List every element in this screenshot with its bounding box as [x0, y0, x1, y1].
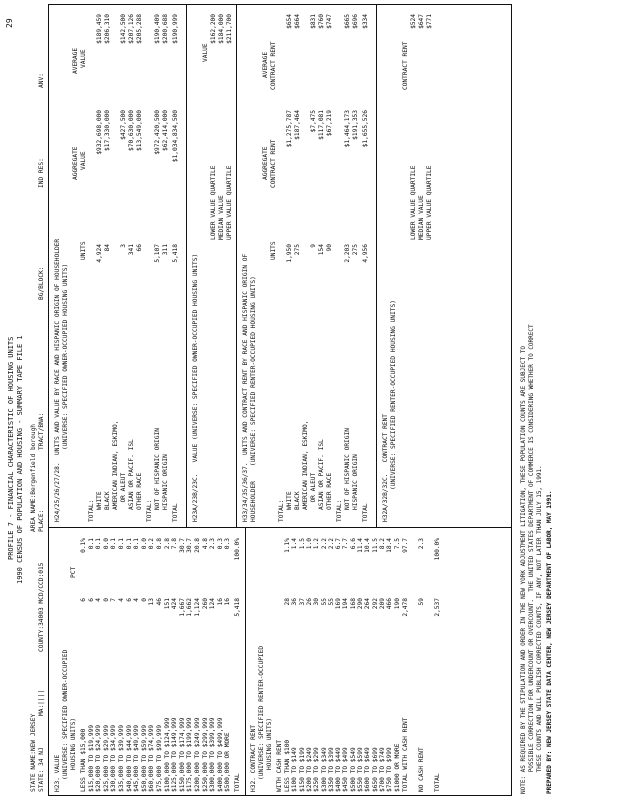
h33-rows2-label: NOT OF HISPANIC ORIGIN [344, 428, 351, 510]
column-divider [48, 527, 511, 528]
report-title: PROFILE 7 - FINANCIAL CHARACTERISTIC OF HOUSING UNITS [7, 336, 15, 560]
h23-row-count: 1,667 [178, 598, 186, 617]
h33-rows-aggregate: $1,275,787 [286, 110, 293, 148]
h32-row-count: 209 [378, 598, 386, 610]
h24-rows-average: $189,459 [96, 14, 103, 44]
prepared-by: PREPARED BY: NEW JERSEY STATE DATA CENTER, NEW JERSEY DEPARTMENT OF LABOR, MAY 1991. [546, 490, 553, 794]
h32-row-label: $200 TO $249 [305, 747, 313, 792]
h23-row-count: 6 [80, 598, 87, 602]
h32-row-pct: 1.5 [298, 538, 306, 550]
h32-row-label: $450 TO $499 [342, 747, 350, 792]
h24-rows-label: WHITE [96, 491, 103, 510]
h33-rows-average: $747 [326, 14, 333, 29]
h24-rows2-label: NOT OF HISPANIC ORIGIN [154, 428, 161, 510]
h23-row-label: $250,000 TO $299,999 [201, 717, 209, 792]
table-frame [48, 4, 512, 796]
h32-row-label: $100 TO $149 [291, 747, 299, 792]
h24-rows-units: 66 [136, 244, 143, 252]
h23-row-pct: 0.2 [148, 538, 156, 550]
h32-row-pct: 10.4 [364, 538, 372, 553]
h32-row-count: 190 [393, 598, 401, 610]
h23-row-label: $25,000 TO $29,999 [102, 724, 110, 792]
note-line-1: NOTE: AS REQUIRED BY THE STIPULATION AND ORDER IN THE NEW YORK ADJUSTMENT LITIGATION, THESE POPULATION COUNTS ARE SUBJECT TO [520, 346, 527, 794]
h23-row-pct: 2.8 [163, 538, 171, 550]
h32-total-label: TOTAL [434, 773, 441, 792]
h33-rows2-aggregate: $1,464,173 [344, 110, 351, 148]
h32-title: H32. CONTRACT RENT [250, 724, 257, 792]
h24-rows-average: $206,310 [104, 14, 111, 44]
report-subtitle: 1990 CENSUS OF POPULATION AND HOUSING - SUMMARY TAPE FILE 1 [16, 335, 24, 584]
h32-row-label: $300 TO $349 [320, 747, 328, 792]
h23a-quartile-value: $162,200 [210, 14, 217, 44]
h24-grand-aggregate: $1,034,834,500 [172, 110, 179, 163]
h32a-universe: (UNIVERSE: SPECIFIED RENTER-OCCUPIED HOUSING UNITS) [390, 300, 397, 490]
h32a-quartile-value: $771 [426, 14, 433, 29]
h33-rows-average: $760 [318, 14, 325, 29]
h32-row-count: 169 [335, 598, 343, 610]
h23-row-label: $500,000 OR MORE [224, 732, 232, 792]
h24-rows-units: 3 [120, 244, 127, 248]
h23-row-pct: 0.1 [125, 538, 133, 550]
h23-row-label: $20,000 TO $24,999 [95, 724, 103, 792]
h32-row-label: $650 TO $699 [371, 747, 379, 792]
h33-rows2-units: 2,203 [344, 244, 351, 263]
h23-row-count: 0 [102, 598, 110, 602]
h23-row-label: $400,000 TO $499,999 [216, 717, 224, 792]
h23-row-count: 0 [140, 598, 148, 602]
h33-rows-label: BLACK [294, 491, 301, 510]
h32-row-pct: 8.2 [378, 538, 386, 550]
h23-row-count: 260 [201, 598, 209, 610]
section-rule [236, 5, 237, 527]
h24-universe: (UNIVERSE: SPECIFIED OWNER-OCCUPIED HOUSING UNITS) [62, 263, 69, 450]
h24-rows-aggregate: $932,698,000 [96, 110, 103, 155]
h32-row-label: $250 TO $299 [313, 747, 321, 792]
h33-col-aggregate: AGGREGATE [262, 146, 269, 180]
h23-row-count: 151 [163, 598, 171, 610]
h32-universe-2: HOUSING UNITS) [266, 717, 273, 770]
h23-row-count: 13 [148, 598, 156, 606]
h23-universe-2: HOUSING UNITS) [70, 717, 77, 770]
h32-row-pct: 6.7 [335, 538, 343, 550]
h32-row-label: $1000 OR MORE [393, 743, 401, 792]
h32a-quartile-label: MEDIAN VALUE [418, 195, 425, 240]
h24-rows-label: OR ALEUT [120, 472, 127, 510]
h23-universe: (UNIVERSE: SPECIFIED OWNER-OCCUPIED [62, 649, 69, 780]
h23-row-label: $35,000 TO $39,999 [118, 724, 125, 792]
section-rule [245, 527, 246, 796]
h32-row-label: $500 TO $549 [349, 747, 357, 792]
h32-row-pct: 1.2 [313, 538, 321, 550]
h32-row-label: $350 TO $399 [327, 747, 335, 792]
h24-rows-aggregate: $17,330,000 [104, 110, 111, 151]
note-line-3: THESE COUNTS AND WILL PUBLISH CORRECTED COUNTS, IF ANY, NOT LATER THAN JULY 15, 1991. [536, 465, 543, 794]
h33-grand-units: 4,956 [362, 244, 369, 263]
h23-row-label: $30,000 TO $34,999 [110, 724, 118, 792]
h24-rows2-aggregate: $62,414,000 [162, 110, 169, 151]
h32-row-pct: 11.4 [357, 538, 364, 553]
h24-col-avg-value: VALUE [80, 49, 87, 68]
page-number: 29 [5, 18, 14, 28]
h33-rows2-average: $665 [344, 14, 351, 29]
h23-row-label: LESS THAN $15,000 [80, 728, 87, 792]
h32a-quartile-label: UPPER VALUE QUARTILE [426, 165, 433, 240]
h23-row-count: 7 [110, 598, 118, 602]
h33-rows-units: 275 [294, 244, 301, 256]
h24-rows-units: 4,924 [96, 244, 103, 263]
h33-title-2: HOUSEHOLDER (UNIVERSE: SPECIFIED RENTER-OCCUPIED HOUSING UNITS) [250, 276, 257, 522]
h24-rows-aggregate: $13,549,000 [136, 110, 143, 151]
h24-rows-label: OTHER RACE [136, 472, 143, 510]
h32-row-label: $750 TO $999 [386, 747, 394, 792]
h23-row-pct: 0.1 [110, 538, 118, 550]
h32-row-label: LESS THAN $100 [284, 739, 291, 792]
h32-total-cash-count: 2,478 [402, 598, 409, 617]
h24-title: H24/25/26/27/28. UNITS AND VALUE BY RACE AND HISPANIC ORIGIN OF HOUSEHOLDER [54, 238, 61, 522]
h32-no-cash-pct: 2.3 [418, 538, 425, 550]
h33-rows-label: WHITE [286, 491, 293, 510]
h33-grand-average: $334 [362, 14, 369, 29]
h23-row-pct: 4.8 [201, 538, 209, 550]
h23-row-count: 424 [171, 598, 179, 610]
h24-rows2-aggregate: $972,420,500 [154, 110, 161, 155]
h23-row-count: 1,124 [194, 598, 201, 617]
h23-row-pct: 0.3 [216, 538, 224, 550]
tract-label: TRACT/BNA: [38, 412, 45, 450]
h32-total-cash-label: TOTAL WITH CASH RENT [402, 717, 409, 792]
h32-row-count: 290 [357, 598, 364, 610]
h23-row-label: $200,000 TO $249,999 [194, 717, 201, 792]
h33-rows-label: OTHER RACE [326, 472, 333, 510]
h24-rows-label: ASIAN OR PACIF. ISL [128, 439, 135, 510]
h32-row-count: 264 [364, 598, 372, 610]
h23-row-count: 6 [87, 598, 95, 602]
h23-row-pct: 0.0 [102, 538, 110, 550]
h32-row-count: 194 [342, 598, 350, 610]
h23-row-pct: 0.1 [95, 538, 103, 550]
h32-no-cash-count: 59 [418, 598, 425, 606]
h33-col-average: AVERAGE [262, 51, 269, 78]
h32-row-label: $550 TO $599 [357, 747, 364, 792]
h24-col-units: UNITS [80, 241, 87, 260]
h33-total2-header: TOTAL: [336, 499, 343, 522]
h33-rows-aggregate: $117,081 [318, 110, 325, 140]
h32-row-label: $400 TO $449 [335, 747, 343, 792]
h32a-quartile-label: LOWER VALUE QUARTILE [410, 165, 417, 240]
h24-rows-label: BLACK [104, 491, 111, 510]
h23-row-pct: 2.3 [209, 538, 217, 550]
area-name: AREA NAME:Bergenfield borough [30, 423, 37, 532]
h23-row-count: 4 [118, 598, 125, 602]
h33-rows-units: 154 [318, 244, 325, 256]
h23-row-count: 4 [95, 598, 103, 602]
h32-row-pct: 2.2 [320, 538, 328, 550]
h32-total-cash-pct: 97.7 [402, 538, 409, 553]
h32a-quartile-value: $524 [410, 14, 417, 29]
h32-row-count: 26 [305, 598, 313, 606]
h32-no-cash-label: NO CASH RENT [418, 747, 425, 792]
h33-rows-average: $831 [310, 14, 317, 29]
h24-rows2-average: $190,409 [154, 14, 161, 44]
h23a-col: VALUE [202, 43, 209, 62]
h23a-quartile-value: $184,000 [218, 14, 225, 44]
h32-row-pct: 1.4 [291, 538, 299, 550]
h33-rows-aggregate: $187,464 [294, 110, 301, 140]
h23-row-pct: 0.3 [224, 538, 232, 550]
h24-rows-average: $205,288 [136, 14, 143, 44]
h33-rows-aggregate: $67,219 [326, 110, 333, 137]
h23-row-label: $100,000 TO $124,999 [163, 717, 171, 792]
h32-row-pct: 1.1% [284, 538, 291, 553]
h23-row-pct: 0.8 [156, 538, 163, 550]
h33-rows-label: ASIAN OR PACIF. ISL [318, 439, 325, 510]
h24-rows-aggregate: $427,500 [120, 110, 127, 140]
h23-row-label: $50,000 TO $59,999 [140, 724, 148, 792]
h23-row-count: 16 [216, 598, 224, 606]
h23-title: H23. VALUE [54, 754, 61, 792]
ind-res-label: IND RES: [38, 158, 45, 188]
h24-rows2-average: $200,688 [162, 14, 169, 44]
h23-row-pct: 30.7 [186, 538, 194, 553]
h33-rows-units: 1,950 [286, 244, 293, 263]
h24-rows-average: $142,500 [120, 14, 127, 44]
h23-row-pct: 0.1 [87, 538, 95, 550]
h23-row-pct: 7.8 [171, 538, 179, 550]
h32-row-pct: 7.7 [342, 538, 350, 550]
h32-row-pct: 11.5 [371, 538, 379, 553]
h33-rows-average: $654 [286, 14, 293, 29]
h32a-title: H32A/32B/32C. CONTRACT RENT [382, 413, 389, 522]
h23-row-label: $45,000 TO $49,999 [133, 724, 141, 792]
h32-row-pct: 2.2 [327, 538, 335, 550]
h23-row-pct: 0.0 [140, 538, 148, 550]
h24-rows2-units: 5,107 [154, 244, 161, 263]
ma-code: MA:|||| [38, 689, 45, 716]
h23-total-count: 5,418 [234, 598, 241, 617]
h23-row-pct: 0.1 [133, 538, 141, 550]
h33-rows2-units: 275 [352, 244, 359, 256]
h32-row-count: 30 [313, 598, 321, 606]
h24-grand-average: $190,999 [172, 14, 179, 44]
h24-col-value: VALUE [80, 151, 87, 170]
section-rule [186, 5, 187, 527]
h23-row-count: 6 [125, 598, 133, 602]
h32-with-cash: WITH CASH RENT [276, 739, 283, 792]
h23-row-label: $75,000 TO $99,999 [156, 724, 163, 792]
h32-row-pct: 7.5 [393, 538, 401, 550]
h33-rows-average: $664 [294, 14, 301, 29]
h24-total2-header: TOTAL: [146, 499, 153, 522]
h33-rows2-aggregate: $191,353 [352, 110, 359, 140]
h23-row-label: $175,000 TO $199,999 [186, 717, 194, 792]
h24-rows-units: 84 [104, 244, 111, 252]
h23-row-count: 1,662 [186, 598, 194, 617]
h32-row-count: 466 [386, 598, 394, 610]
h24-col-aggregate: AGGREGATE [72, 146, 79, 180]
h33-grand-label: TOTAL [362, 503, 369, 522]
h33-rows2-label: HISPANIC ORIGIN [352, 454, 359, 510]
h32-row-pct: 1.0 [305, 538, 313, 550]
h23-row-count: 46 [156, 598, 163, 606]
h33-grand-aggregate: $1,655,526 [362, 110, 369, 148]
h33-col-crent: CONTRACT RENT [270, 139, 277, 188]
h33-title: H33/34/35/36/37. UNITS AND CONTRACT RENT BY RACE AND HISPANIC ORIGIN OF [242, 253, 249, 522]
h23-row-label: $300,000 TO $399,999 [209, 717, 217, 792]
h33-rows2-average: $696 [352, 14, 359, 29]
h32-total-pct: 100.0% [434, 538, 441, 561]
h23-row-label: $40,000 TO $44,999 [125, 724, 133, 792]
h24-rows-label: AMERICAN INDIAN, ESKIMO, [112, 420, 119, 510]
h33-rows-units: 9 [310, 244, 317, 248]
h33-rows-aggregate: $7,475 [310, 110, 317, 133]
bg-block-label: BG/BLOCK: [38, 266, 45, 300]
h32-row-label: $150 TO $199 [298, 747, 306, 792]
h32-row-count: 28 [284, 598, 291, 606]
h23-row-count: 124 [209, 598, 217, 610]
h23-pct-header: PCT [70, 566, 77, 578]
h24-rows2-units: 311 [162, 244, 169, 256]
h23-row-count: 4 [133, 598, 141, 602]
h23-total-label: TOTAL [234, 773, 241, 792]
h24-total-header: TOTAL: [88, 499, 95, 522]
h33-rows-label: OR ALEUT [310, 472, 317, 510]
h23a-quartile-value: $211,700 [226, 14, 233, 44]
h33-col-avg-crent: CONTRACT RENT [270, 41, 277, 90]
h32-row-count: 55 [320, 598, 328, 606]
state-name: STATE NAME:NEW JERSEY [30, 713, 37, 792]
h32-total-count: 2,537 [434, 598, 441, 617]
h23-row-label: $15,000 TO $19,999 [87, 724, 95, 792]
note-line-2: POSSIBLE CORRECTION FOR UNDERCOUNT OR OVERCOUNT. THE UNITED STATES DEPARTMENT OF COMMERCE IS CONSIDERING WHETHER TO CORRECT [528, 324, 535, 794]
h32-row-label: $600 TO $649 [364, 747, 372, 792]
h24-rows-average: $207,126 [128, 14, 135, 44]
h24-grand-units: 5,418 [172, 244, 179, 263]
section-rule [376, 5, 377, 527]
h23-row-count: 16 [224, 598, 232, 606]
h24-grand-label: TOTAL [172, 503, 179, 522]
h32-row-count: 168 [349, 598, 357, 610]
h32-row-count: 292 [371, 598, 379, 610]
h23a-quartile-label: UPPER VALUE QUARTILE [226, 165, 233, 240]
h33-rows-label: AMERICAN INDIAN, ESKIMO, [302, 420, 309, 510]
h32a-col: CONTRACT RENT [402, 41, 409, 90]
h32-universe: (UNIVERSE: SPECIFIED RENTER-OCCUPIED [258, 645, 265, 780]
h23a-quartile-label: LOWER VALUE QUARTILE [210, 165, 217, 240]
h32-row-count: 55 [327, 598, 335, 606]
place-label: PLACE: [38, 509, 45, 532]
h32-row-pct: 6.6 [349, 538, 357, 550]
h32a-quartile-value: $647 [418, 14, 425, 29]
h32-row-count: 36 [291, 598, 299, 606]
h23a-quartile-label: MEDIAN VALUE [218, 195, 225, 240]
h23-row-label: $125,000 TO $149,999 [171, 717, 179, 792]
h32-row-label: $700 TO $749 [378, 747, 386, 792]
h23-row-pct: 20.8 [194, 538, 201, 553]
anv-label: ANV: [38, 73, 45, 88]
h24-rows2-label: HISPANIC ORIGIN [162, 454, 169, 510]
h24-col-average: AVERAGE [72, 47, 79, 74]
h23-row-pct: 0.1% [80, 538, 87, 553]
state-code: STATE: 34 NJ [38, 747, 45, 792]
h24-rows-aggregate: $70,630,000 [128, 110, 135, 151]
h23-row-label: $60,000 TO $74,999 [148, 724, 156, 792]
h23-row-label: $150,000 TO $174,999 [178, 717, 186, 792]
h33-total-header: TOTAL: [278, 499, 285, 522]
h32-row-count: 37 [298, 598, 306, 606]
h24-rows-units: 341 [128, 244, 135, 256]
h33-rows-units: 90 [326, 244, 333, 252]
h23-total-pct: 100.0% [234, 538, 241, 561]
h32-row-pct: 18.4 [386, 538, 394, 553]
h23-row-pct: 30.7 [178, 538, 186, 553]
county-code: COUNTY:34003 MCD/CCD:015 [38, 562, 45, 652]
h23a-title: H23A/23B/23C. VALUE (UNIVERSE: SPECIFIED OWNER-OCCUPIED HOUSING UNITS) [192, 253, 199, 522]
h33-col-units: UNITS [270, 241, 277, 260]
h23-row-pct: 0.1 [118, 538, 125, 550]
